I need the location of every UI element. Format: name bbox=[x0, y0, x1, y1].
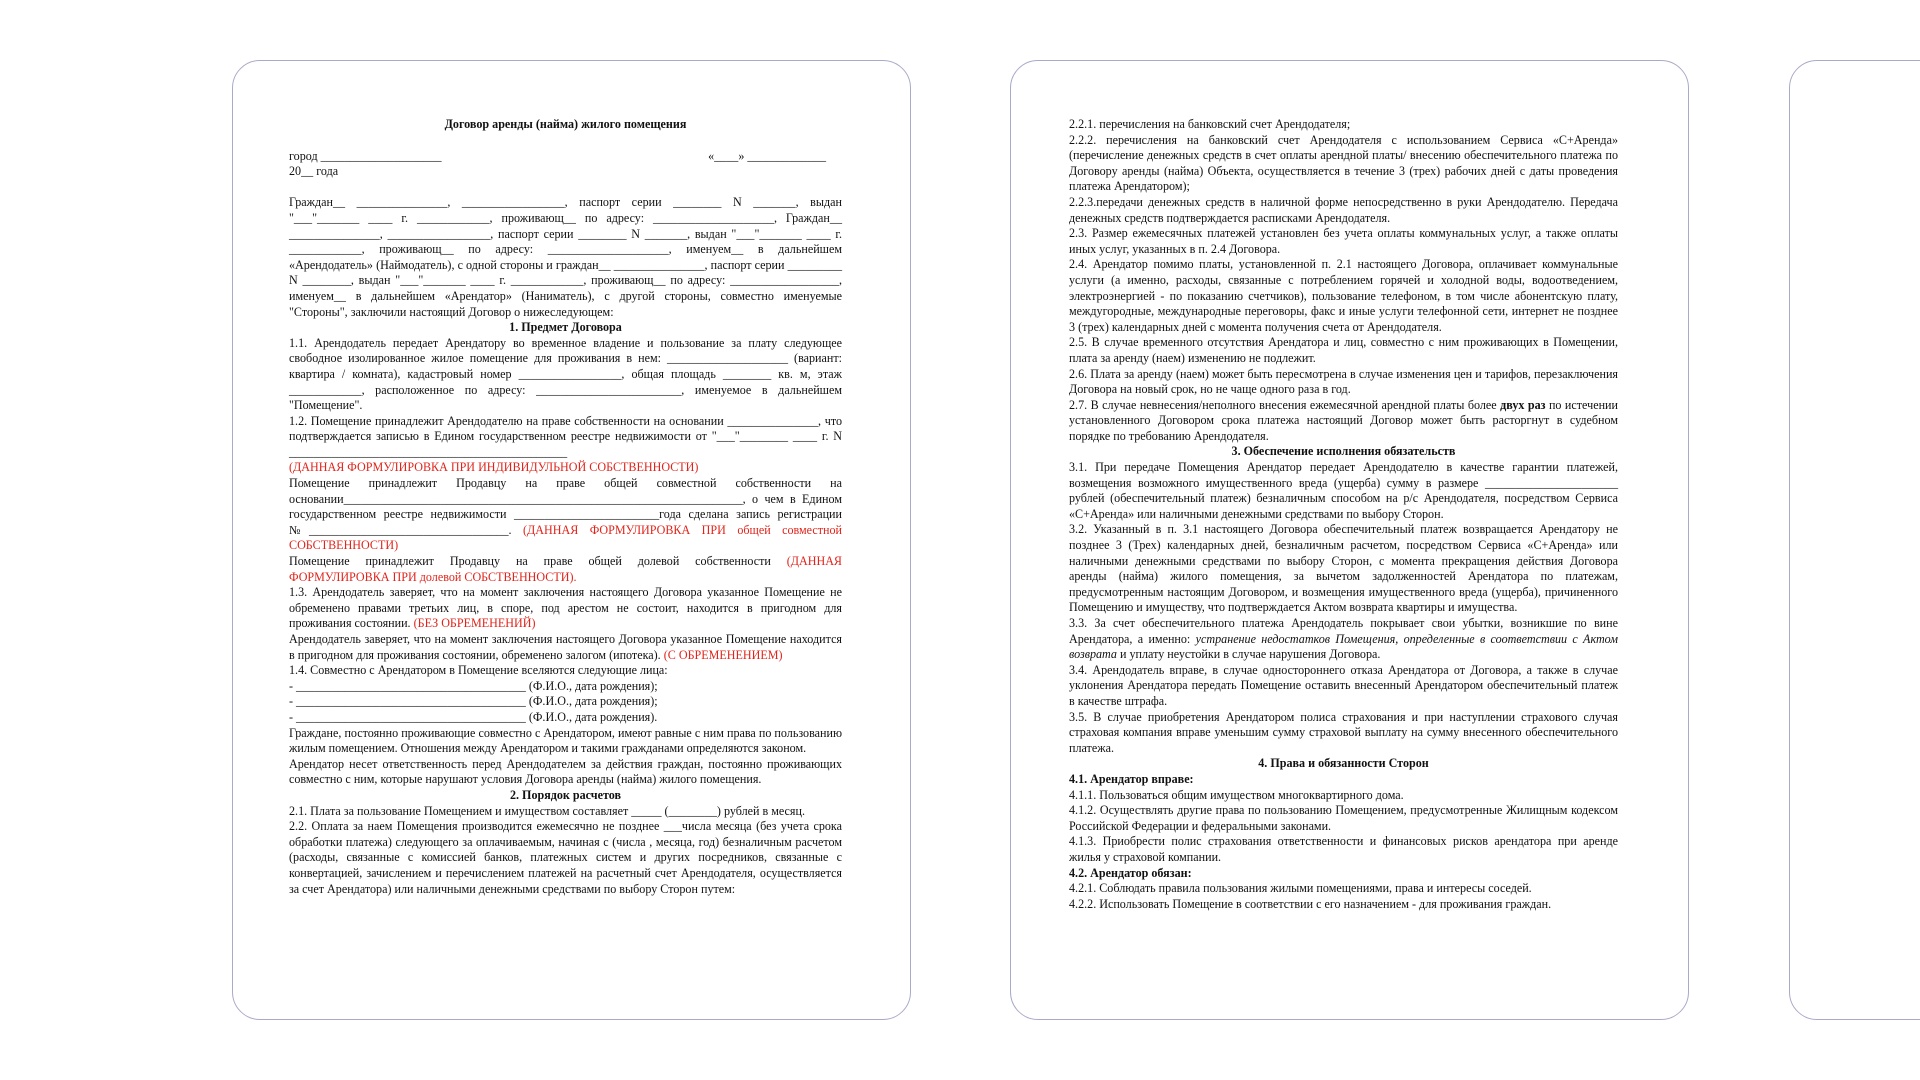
parties-paragraph: Граждан__ _______________, _________________, паспорт серии ________ N _______, выдан "___"_______ ____ г. ____________, проживающ__ по адресу: ____________________, Граждан__ _______________, _________________, паспорт серии ________ N _______, выдан "___"_______ ____ г. ____________, проживающ__ по адресу: ____________________, именуем__ в дальнейшем «Арендодатель» (Наймодатель), с одной стороны и граждан__ _______________, паспорт серии _________ N ________, выдан "___"_______ ____ г. ____________, проживающ__ по адресу: __________________, именуем__ в дальнейшем «Арендатор» (Наниматель), с другой стороны, совместно именуемые "Стороны", заключили настоящий Договор о нижеследующем: bbox=[289, 195, 842, 319]
section-1-heading: 1. Предмет Договора bbox=[509, 320, 622, 335]
clause-4-2-1: 4.2.1. Соблюдать правила пользования жилыми помещениями, права и интересы соседей. bbox=[1069, 881, 1532, 896]
clause-1-1: 1.1. Арендодатель передает Арендатору во временное владение и пользование за плату следующее свободное изолированное жилое помещение для проживания в нем: ____________________ (вариант: квартира / комната), кадастровый номер _________________, общая площадь ________ кв. м, этаж ____________, расположенное по адресу: ________________________, именуемое в дальнейшем "Помещение". bbox=[289, 335, 842, 413]
clause-1-3b-text: Арендодатель заверяет, что на момент заключения настоящего Договора указанное Помещение находится в пригодном для проживания состоянии, обременено залогом (ипотека). bbox=[289, 632, 842, 662]
clause-2-2-1: 2.2.1. перечисления на банковский счет Арендодателя; bbox=[1069, 117, 1351, 131]
clause-2-7 bbox=[1069, 398, 1618, 445]
page-2-content bbox=[1069, 117, 1618, 912]
person-line: - ______________________________________ (Ф.И.О., дата рождения); bbox=[289, 694, 658, 709]
document-title: Договор аренды (найма) жилого помещения bbox=[444, 117, 687, 131]
clause-2-6: 2.6. Плата за аренду (наем) может быть пересмотрена в случае изменения цен и тарифов, перезаключения Договора на новый срок, но не чаще одного раза в год. bbox=[1069, 366, 1618, 397]
section-2-heading: 2. Порядок расчетов bbox=[509, 787, 622, 802]
subsection-4-2: 4.2. Арендатор обязан: bbox=[1069, 865, 1192, 880]
clause-1-4: 1.4. Совместно с Арендатором в Помещение вселяются следующие лица: bbox=[289, 663, 668, 678]
document-page-2 bbox=[1010, 60, 1689, 1020]
joint-ownership-text: Помещение принадлежит Продавцу на праве общей совместной собственности на основании__________________________________________________________________, о чем в Едином государственном реестре недвижимости ________________________года сделана запись регистрации №_________________________________. bbox=[289, 476, 842, 537]
clause-2-2-3: 2.2.3.передачи денежных средств в наличной форме непосредственно в руки Арендодателю. Передача денежных средств подтверждается расписками Арендодателя. bbox=[1069, 194, 1618, 225]
clause-4-1-1: 4.1.1. Пользоваться общим имуществом многоквартирного дома. bbox=[1069, 787, 1404, 802]
note-joint-ownership: (ДАННАЯ ФОРМУЛИРОВКА ПРИ общей совместной СОБСТВЕННОСТИ) bbox=[289, 522, 842, 553]
section-4-heading: 4. Права и обязанности Сторон bbox=[1258, 756, 1429, 771]
clause-3-3-start: 3.3. За счет обеспечительного платежа Арендодатель покрывает свои убытки, возникшие по вине Арендатора, а именно: bbox=[1069, 616, 1618, 646]
clause-4-1-3: 4.1.3. Приобрести полис страхования ответственности и финансовых рисков арендатора при аренде жилья у страховой компании. bbox=[1069, 834, 1618, 864]
clause-2-4: 2.4. Арендатор помимо платы, установленной п. 2.1 настоящего Договора, оплачивает коммунальные услуги (а именно, расходы, связанные с потреблением горячей и холодной воды, водоотведением, электроэнергией - по показанию счетчиков), пользование телефоном, в том числе абонентскую плату, междугородные, международные переговоры, факс и иные услуги телефонной сети, интернет не позднее 3 (трех) календарных дней с момента получения счета от Арендодателя. bbox=[1069, 257, 1618, 334]
note-individual-ownership: (ДАННАЯ ФОРМУЛИРОВКА ПРИ ИНДИВИДУЛЬНОЙ СОБСТВЕННОСТИ) bbox=[289, 460, 699, 475]
clause-1-3 bbox=[289, 585, 842, 632]
clause-2-7-bold: двух раз bbox=[1500, 397, 1546, 412]
clause-2-7-end: по истечении установленного Договором срока платежа настоящий Договор может быть расторгнут в судебном порядке по требованию Арендодателя. bbox=[1069, 397, 1618, 443]
clause-4-2-2: 4.2.2. Использовать Помещение в соответствии с его назначением - для проживания граждан. bbox=[1069, 896, 1552, 911]
clause-2-2-2: 2.2.2. перечисления на банковский счет Арендодателя с использованием Сервиса «С+Аренда» (перечисление денежных средств в счет оплаты арендной платы/ внесению обеспечительного платежа по Договору аренды (найма) Объекта, осуществляется в течение 3 (трех) рабочих дней с даты проведения платежа Арендатором); bbox=[1069, 132, 1618, 194]
person-line: - ______________________________________ (Ф.И.О., дата рождения); bbox=[289, 678, 658, 693]
date-field: «____» _____________ bbox=[708, 148, 826, 163]
clause-3-4: 3.4. Арендодатель вправе, в случае одностороннего отказа Арендатора от Договора, а также в случае уклонения Арендатора передать Помещение оставить внесенный Арендатором обеспечительный платеж в качестве штрафа. bbox=[1069, 662, 1618, 708]
year-field: 20__ года bbox=[289, 164, 339, 179]
clause-2-2: 2.2. Оплата за наем Помещения производится ежемесячно не позднее ___числа месяца (без учета срока обработки платежа) следующего за оплачиваемым, начиная с (числа , месяца, год) безналичным расчетом (расходы, связанные с комиссией банков, платежных систем и других посредников, связанные с конвертацией, зачислением и перечислением платежей на расчетный счет Арендодателя, осуществляется за счет Арендатора) или наличными денежными средствами по выбору Сторон путем: bbox=[289, 819, 842, 896]
note-no-encumbrance: (БЕЗ ОБРЕМЕНЕНИЙ) bbox=[413, 616, 536, 631]
clause-1-3-text: 1.3. Арендодатель заверяет, что на момент заключения настоящего Договора указанное Помещение не обременено правами третьих лиц, в споре, под арестом не состоит, находится в пригодном для проживания состоянии. bbox=[289, 585, 842, 631]
clause-3-3-end: и уплату неустойки в случае нарушения Договора. bbox=[1116, 647, 1381, 662]
page-1-content bbox=[289, 117, 842, 897]
share-ownership-text: Помещение принадлежит Продавцу на праве общей долевой собственности bbox=[289, 554, 771, 569]
note-encumbrance: (С ОБРЕМЕНЕНИЕМ) bbox=[663, 647, 783, 662]
person-line: - ______________________________________ (Ф.И.О., дата рождения). bbox=[289, 709, 658, 724]
citizens-paragraph: Граждане, постоянно проживающие совместно с Арендатором, имеют равные с ним права по пользованию жилым помещением. Отношения между Арендатором и такими гражданами определяются законом. bbox=[289, 725, 842, 756]
subsection-4-1: 4.1. Арендатор вправе: bbox=[1069, 771, 1194, 786]
clause-joint-ownership bbox=[289, 476, 842, 554]
clause-3-1: 3.1. При передаче Помещения Арендатор передает Арендодателю в качестве гарантии платежей, возмещения возможного имущественного вреда (ущерба) сумму в размере ______________________ рублей (обеспечительный платеж) безналичным способом на р/с Арендодателя, посредством Сервиса «С+Аренда» или наличными денежными средствами по выбору Сторон. bbox=[1069, 460, 1618, 521]
clause-1-2: 1.2. Помещение принадлежит Арендодателю на праве собственности на основании _______________, что подтверждается записью в Едином государственном реестре недвижимости от "___"________ ____ г. N ______________________________________________ bbox=[289, 413, 842, 459]
document-page-1 bbox=[232, 60, 911, 1020]
section-3-heading: 3. Обеспечение исполнения обязательств bbox=[1231, 444, 1456, 459]
clause-3-3 bbox=[1069, 616, 1618, 663]
clause-2-7-start: 2.7. В случае невнесения/неполного внесения ежемесячной арендной платы более bbox=[1069, 397, 1501, 412]
clause-4-1-2: 4.1.2. Осуществлять другие права по пользованию Помещением, предусмотренные Жилищным кодексом Российской Федерации и федеральными законами. bbox=[1069, 803, 1618, 833]
document-page-3 bbox=[1789, 60, 1920, 1020]
city-date-row bbox=[289, 149, 842, 165]
clause-2-1: 2.1. Плата за пользование Помещением и имуществом составляет _____ (________) рублей в месяц. bbox=[289, 803, 805, 818]
clause-2-3: 2.3. Размер ежемесячных платежей установлен без учета оплаты коммунальных услуг, а также оплаты иных услуг, указанных в п. 2.4 Договора. bbox=[1069, 226, 1618, 256]
responsibility-paragraph: Арендатор несет ответственность перед Арендодателем за действия граждан, постоянно проживающих совместно с ним, которые нарушают условия Договора аренды (найма) жилого помещения. bbox=[289, 756, 842, 787]
note-share-ownership: (ДАННАЯ ФОРМУЛИРОВКА ПРИ долевой СОБСТВЕННОСТИ). bbox=[289, 554, 842, 584]
clause-1-3b bbox=[289, 632, 842, 663]
clause-3-3-italic: устранение недостатков Помещения, определенные в соответствии с Актом возврата bbox=[1069, 631, 1618, 662]
clause-3-2: 3.2. Указанный в п. 3.1 настоящего Договора обеспечительный платеж возвращается Арендатору не позднее 3 (Трех) календарных дней, безналичным расчетом, посредством Сервиса «С+Аренда» или наличными денежными средствами по выбору Сторон, с момента прекращения действия Договора аренды (найма) жилого помещения, за вычетом задолженностей Арендатора по платежам, предусмотренным настоящим Договором, и возмещения имущественного вреда (ущерба), причиненного Помещению и имуществу, что подтверждается Актом возврата квартиры и имущества. bbox=[1069, 522, 1618, 615]
clause-2-5: 2.5. В случае временного отсутствия Арендатора и лиц, совместно с ним проживающих в Помещении, плата за аренду (наем) изменению не подлежит. bbox=[1069, 335, 1618, 365]
clause-share-ownership bbox=[289, 554, 842, 585]
city-field: город ____________________ bbox=[289, 148, 442, 163]
clause-3-5: 3.5. В случае приобретения Арендатором полиса страхования и при наступлении страхового случая страховая компания вправе уменьшим сумму страховой выплату на сумму внесенного обеспечительного платежа. bbox=[1069, 709, 1618, 755]
